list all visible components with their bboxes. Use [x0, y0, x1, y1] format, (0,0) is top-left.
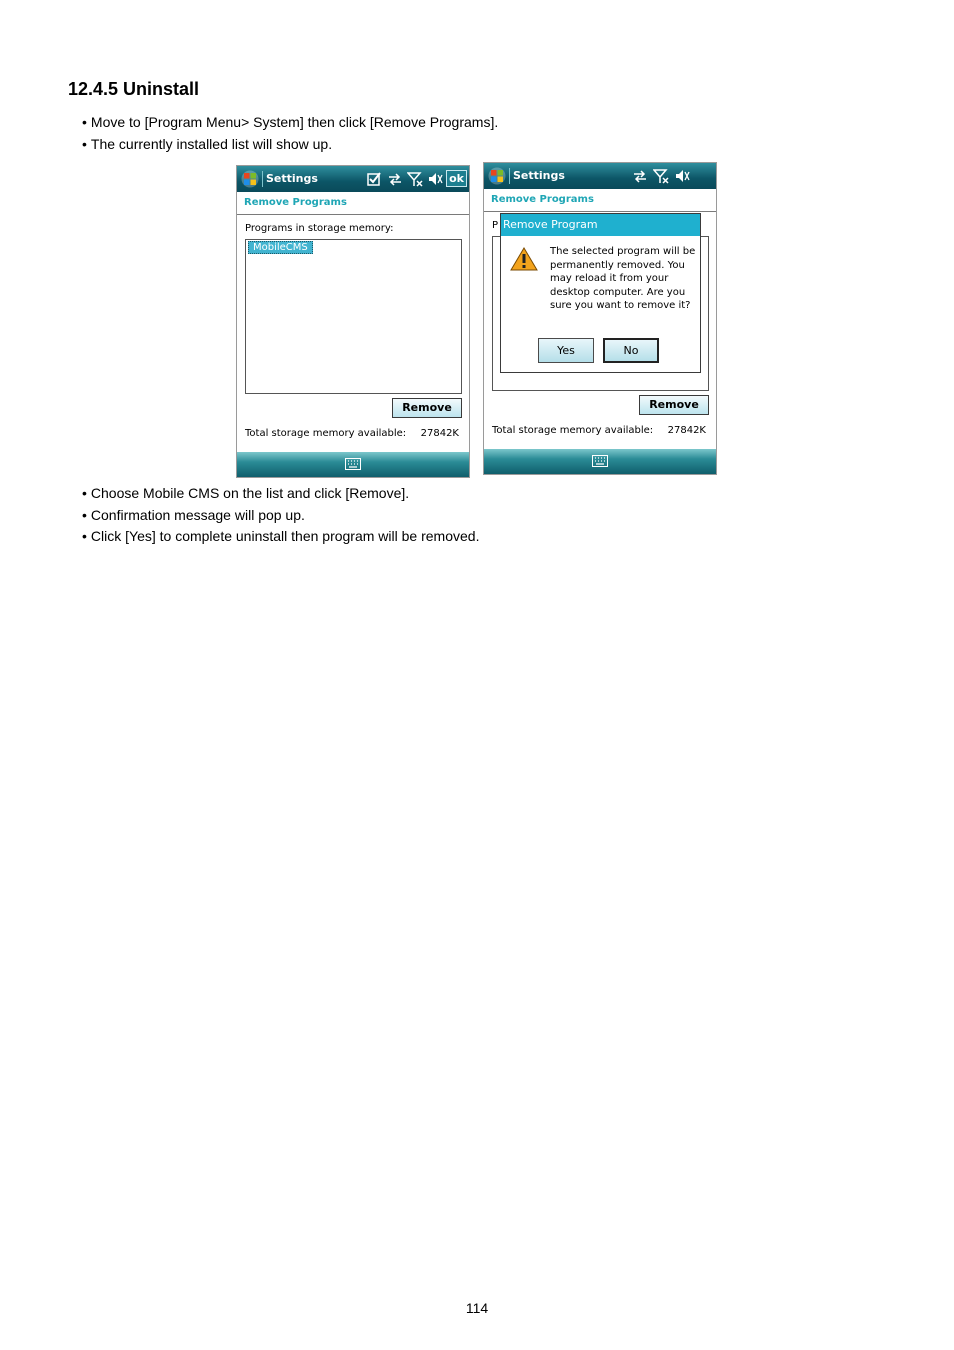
checkbox-icon[interactable] — [366, 171, 382, 187]
speaker-mute-icon[interactable] — [674, 168, 690, 184]
page-subtitle: Remove Programs — [491, 194, 594, 205]
speaker-mute-icon[interactable] — [427, 171, 443, 187]
bullet-item: • The currently installed list will show up. — [82, 134, 498, 156]
sync-icon[interactable] — [387, 171, 403, 187]
steps-bullet-list — [82, 483, 479, 548]
storage-label: Total storage memory available: — [245, 428, 407, 439]
list-item-mobilecms[interactable]: MobileCMS — [248, 241, 313, 254]
warning-icon — [510, 246, 538, 272]
windows-start-icon[interactable] — [241, 170, 259, 188]
remove-program-dialog — [500, 213, 701, 373]
keyboard-icon[interactable] — [592, 455, 608, 467]
subtitle-divider — [237, 214, 469, 215]
obscured-list-label: P — [492, 220, 499, 231]
screenshot-remove-confirmation — [483, 162, 717, 475]
remove-button[interactable]: Remove — [392, 398, 462, 418]
title-separator — [509, 168, 510, 184]
storage-value: 27842K — [667, 425, 706, 436]
app-title: Settings — [266, 172, 318, 185]
list-label: Programs in storage memory: — [245, 223, 394, 234]
title-separator — [262, 171, 263, 187]
screenshot-remove-programs — [236, 165, 470, 478]
storage-label: Total storage memory available: — [492, 425, 654, 436]
title-bar — [237, 166, 469, 192]
no-button[interactable]: No — [603, 338, 659, 363]
bullet-item: • Choose Mobile CMS on the list and click [Remove]. — [82, 483, 479, 505]
bullet-item: • Click [Yes] to complete uninstall then program will be removed. — [82, 526, 479, 548]
bullet-item: • Move to [Program Menu> System] then click [Remove Programs]. — [82, 112, 498, 134]
intro-bullet-list — [82, 112, 498, 155]
sync-icon[interactable] — [632, 168, 648, 184]
soft-key-bar — [484, 449, 716, 474]
yes-button[interactable]: Yes — [538, 338, 594, 363]
section-heading: 12.4.5 Uninstall — [68, 79, 200, 99]
ok-button[interactable]: ok — [446, 170, 467, 187]
app-title: Settings — [513, 169, 565, 182]
bullet-item: • Confirmation message will pop up. — [82, 505, 479, 527]
dialog-title: Remove Program — [501, 214, 700, 236]
storage-value: 27842K — [420, 428, 459, 439]
programs-list[interactable] — [245, 239, 462, 394]
signal-off-icon[interactable] — [407, 171, 423, 187]
remove-button[interactable]: Remove — [639, 395, 709, 415]
windows-start-icon[interactable] — [488, 167, 506, 185]
soft-key-bar — [237, 452, 469, 477]
page-number: 114 — [465, 1300, 489, 1316]
signal-off-icon[interactable] — [653, 168, 669, 184]
subtitle-divider — [484, 211, 716, 212]
title-bar — [484, 163, 716, 189]
dialog-message: The selected program will be permanently removed. You may reload it from your desktop computer. Are you sure you want to remove it? — [550, 246, 696, 312]
keyboard-icon[interactable] — [345, 458, 361, 470]
page-subtitle: Remove Programs — [244, 197, 347, 208]
